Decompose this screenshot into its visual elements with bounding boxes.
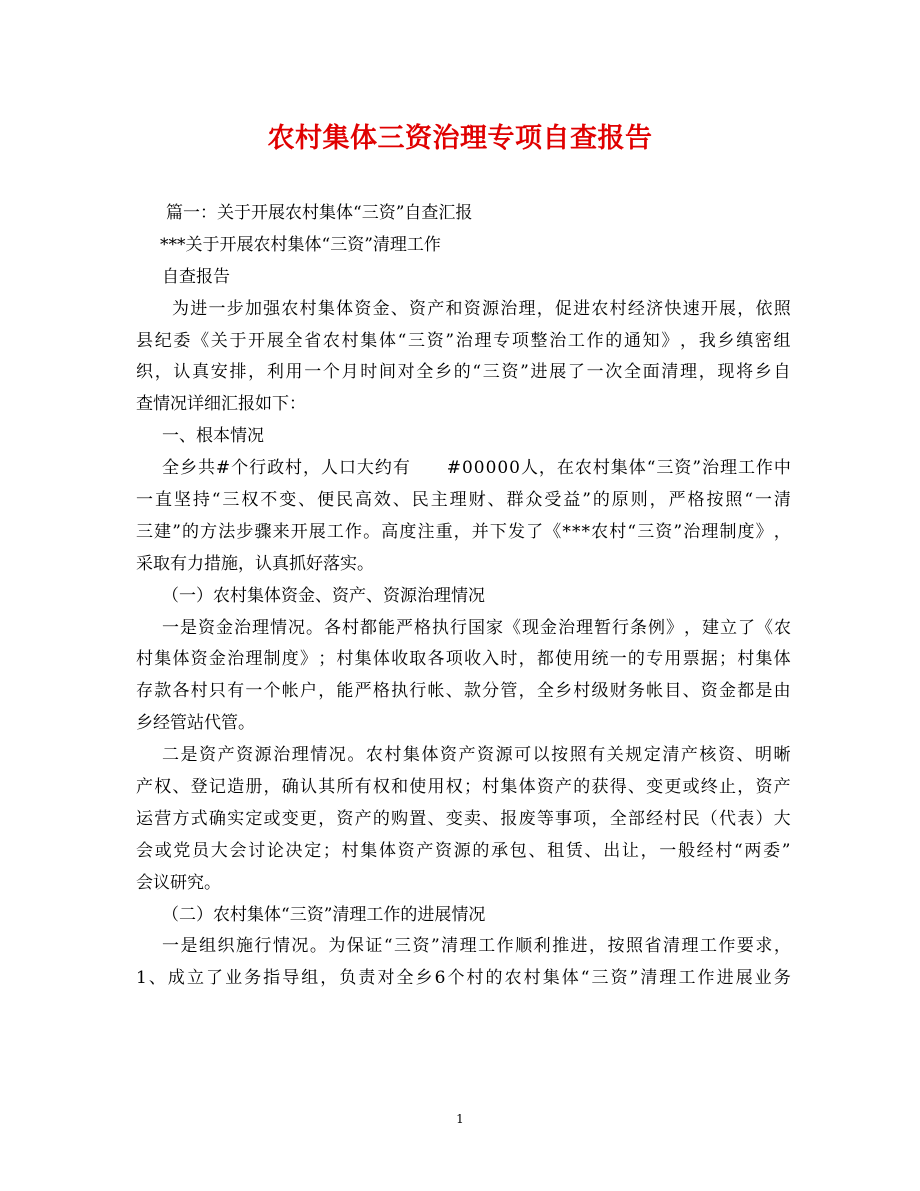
text-line: 篇一：关于开展农村集体“三资”自查汇报: [166, 203, 473, 223]
text-line: （二）农村集体“三资”清理工作的进展情况: [162, 904, 486, 925]
text-line: （一）农村集体资金、资产、资源治理情况: [162, 585, 485, 606]
text-line: 运 营 方 式 确 实 定 或 变 更 ， 资 产 的 购 置 、 变 卖 、 报 废 等 事 项 ， 全 部 经 村 民 （ 代 表 ） 大: [136, 808, 791, 829]
text-line: 1 、 成 立 了 业 务 指 导 组 ， 负 责 对 全 乡 6 个 村 的 农 村 集 体 “ 三 资 ” 清 理 工 作 进 展 业 务: [136, 968, 791, 989]
text-line: 会 或 党 员 大 会 讨 论 决 定 ； 村 集 体 资 产 资 源 的 承 包 、 租 赁 、 出 让 ， 一 般 经 村 “ 两 委 ”: [136, 840, 791, 861]
text-line: 三 建 ” 的 方 法 步 骤 来 开 展 工 作 。 高 度 注 重 ， 并 下 发 了 《 * * * 农 村 “ 三 资 ” 治 理 制 度 》 ，: [136, 521, 791, 542]
text-line: ***关于开展农村集体“三资”清理工作: [160, 234, 441, 255]
text-line: 一 是 资 金 治 理 情 况 。 各 村 都 能 严 格 执 行 国 家 《 现 金 治 理 暂 行 条 例 》 ， 建 立 了 《 农: [162, 617, 791, 638]
text-line: 一 是 组 织 施 行 情 况 。 为 保 证 “ 三 资 ” 清 理 工 作 顺 利 推 进 ， 按 照 省 清 理 工 作 要 求 ，: [162, 936, 791, 957]
document-title: 农村集体三资治理专项自查报告: [267, 123, 653, 154]
text-line: 产 权 、 登 记 造 册 ， 确 认 其 所 有 权 和 使 用 权 ； 村 集 体 资 产 的 获 得 、 变 更 或 终 止 ， 资 产: [136, 777, 791, 798]
text-line: 自查报告: [162, 266, 230, 287]
document-body: [136, 198, 791, 995]
text-line: 二 是 资 产 资 源 治 理 情 况 。 农 村 集 体 资 产 资 源 可 以 按 照 有 关 规 定 清 产 核 资 、 明 晰: [162, 745, 791, 766]
page-number: 1: [456, 1112, 464, 1126]
text-line: 织 ， 认 真 安 排 ， 利 用 一 个 月 时 间 对 全 乡 的 “ 三 资 ” 进 展 了 一 次 全 面 清 理 ， 现 将 乡 自: [136, 362, 791, 383]
text-line: 全 乡 共 # 个 行 政 村 ， 人 口 大 约 有 # 0 0 0 0 0 人 ， 在 农 村 集 体 “ 三 资 ” 治 理 工 作 中: [162, 458, 791, 479]
text-line: 一 直 坚 持 “ 三 权 不 变 、 便 民 高 效 、 民 主 理 财 、 群 众 受 益 ” 的 原 则 ， 严 格 按 照 “ 一 清: [136, 490, 791, 511]
text-line: 一、根本情况: [162, 426, 264, 447]
text-line: 乡经管站代管。: [136, 713, 255, 734]
text-line: 县 纪 委 《 关 于 开 展 全 省 农 村 集 体 “ 三 资 ” 治 理 专 项 整 治 工 作 的 通 知 》 ， 我 乡 缜 密 组: [136, 330, 791, 351]
text-line: 为 进 一 步 加 强 农 村 集 体 资 金 、 资 产 和 资 源 治 理 ， 促 进 农 村 经 济 快 速 开 展 ， 依 照: [172, 298, 791, 319]
text-line: 查情况详细汇报如下：: [136, 394, 306, 415]
text-line: 会议研究。: [136, 872, 221, 893]
text-line: 存 款 各 村 只 有 一 个 帐 户 ， 能 严 格 执 行 帐 、 款 分 管 ， 全 乡 村 级 财 务 帐 目 、 资 金 都 是 由: [136, 681, 791, 702]
text-line: 村 集 体 资 金 治 理 制 度 》 ； 村 集 体 收 取 各 项 收 入 时 ， 都 使 用 统 一 的 专 用 票 据 ； 村 集 体: [136, 649, 791, 670]
text-line: 采取有力措施，认真抓好落实。: [136, 553, 374, 574]
